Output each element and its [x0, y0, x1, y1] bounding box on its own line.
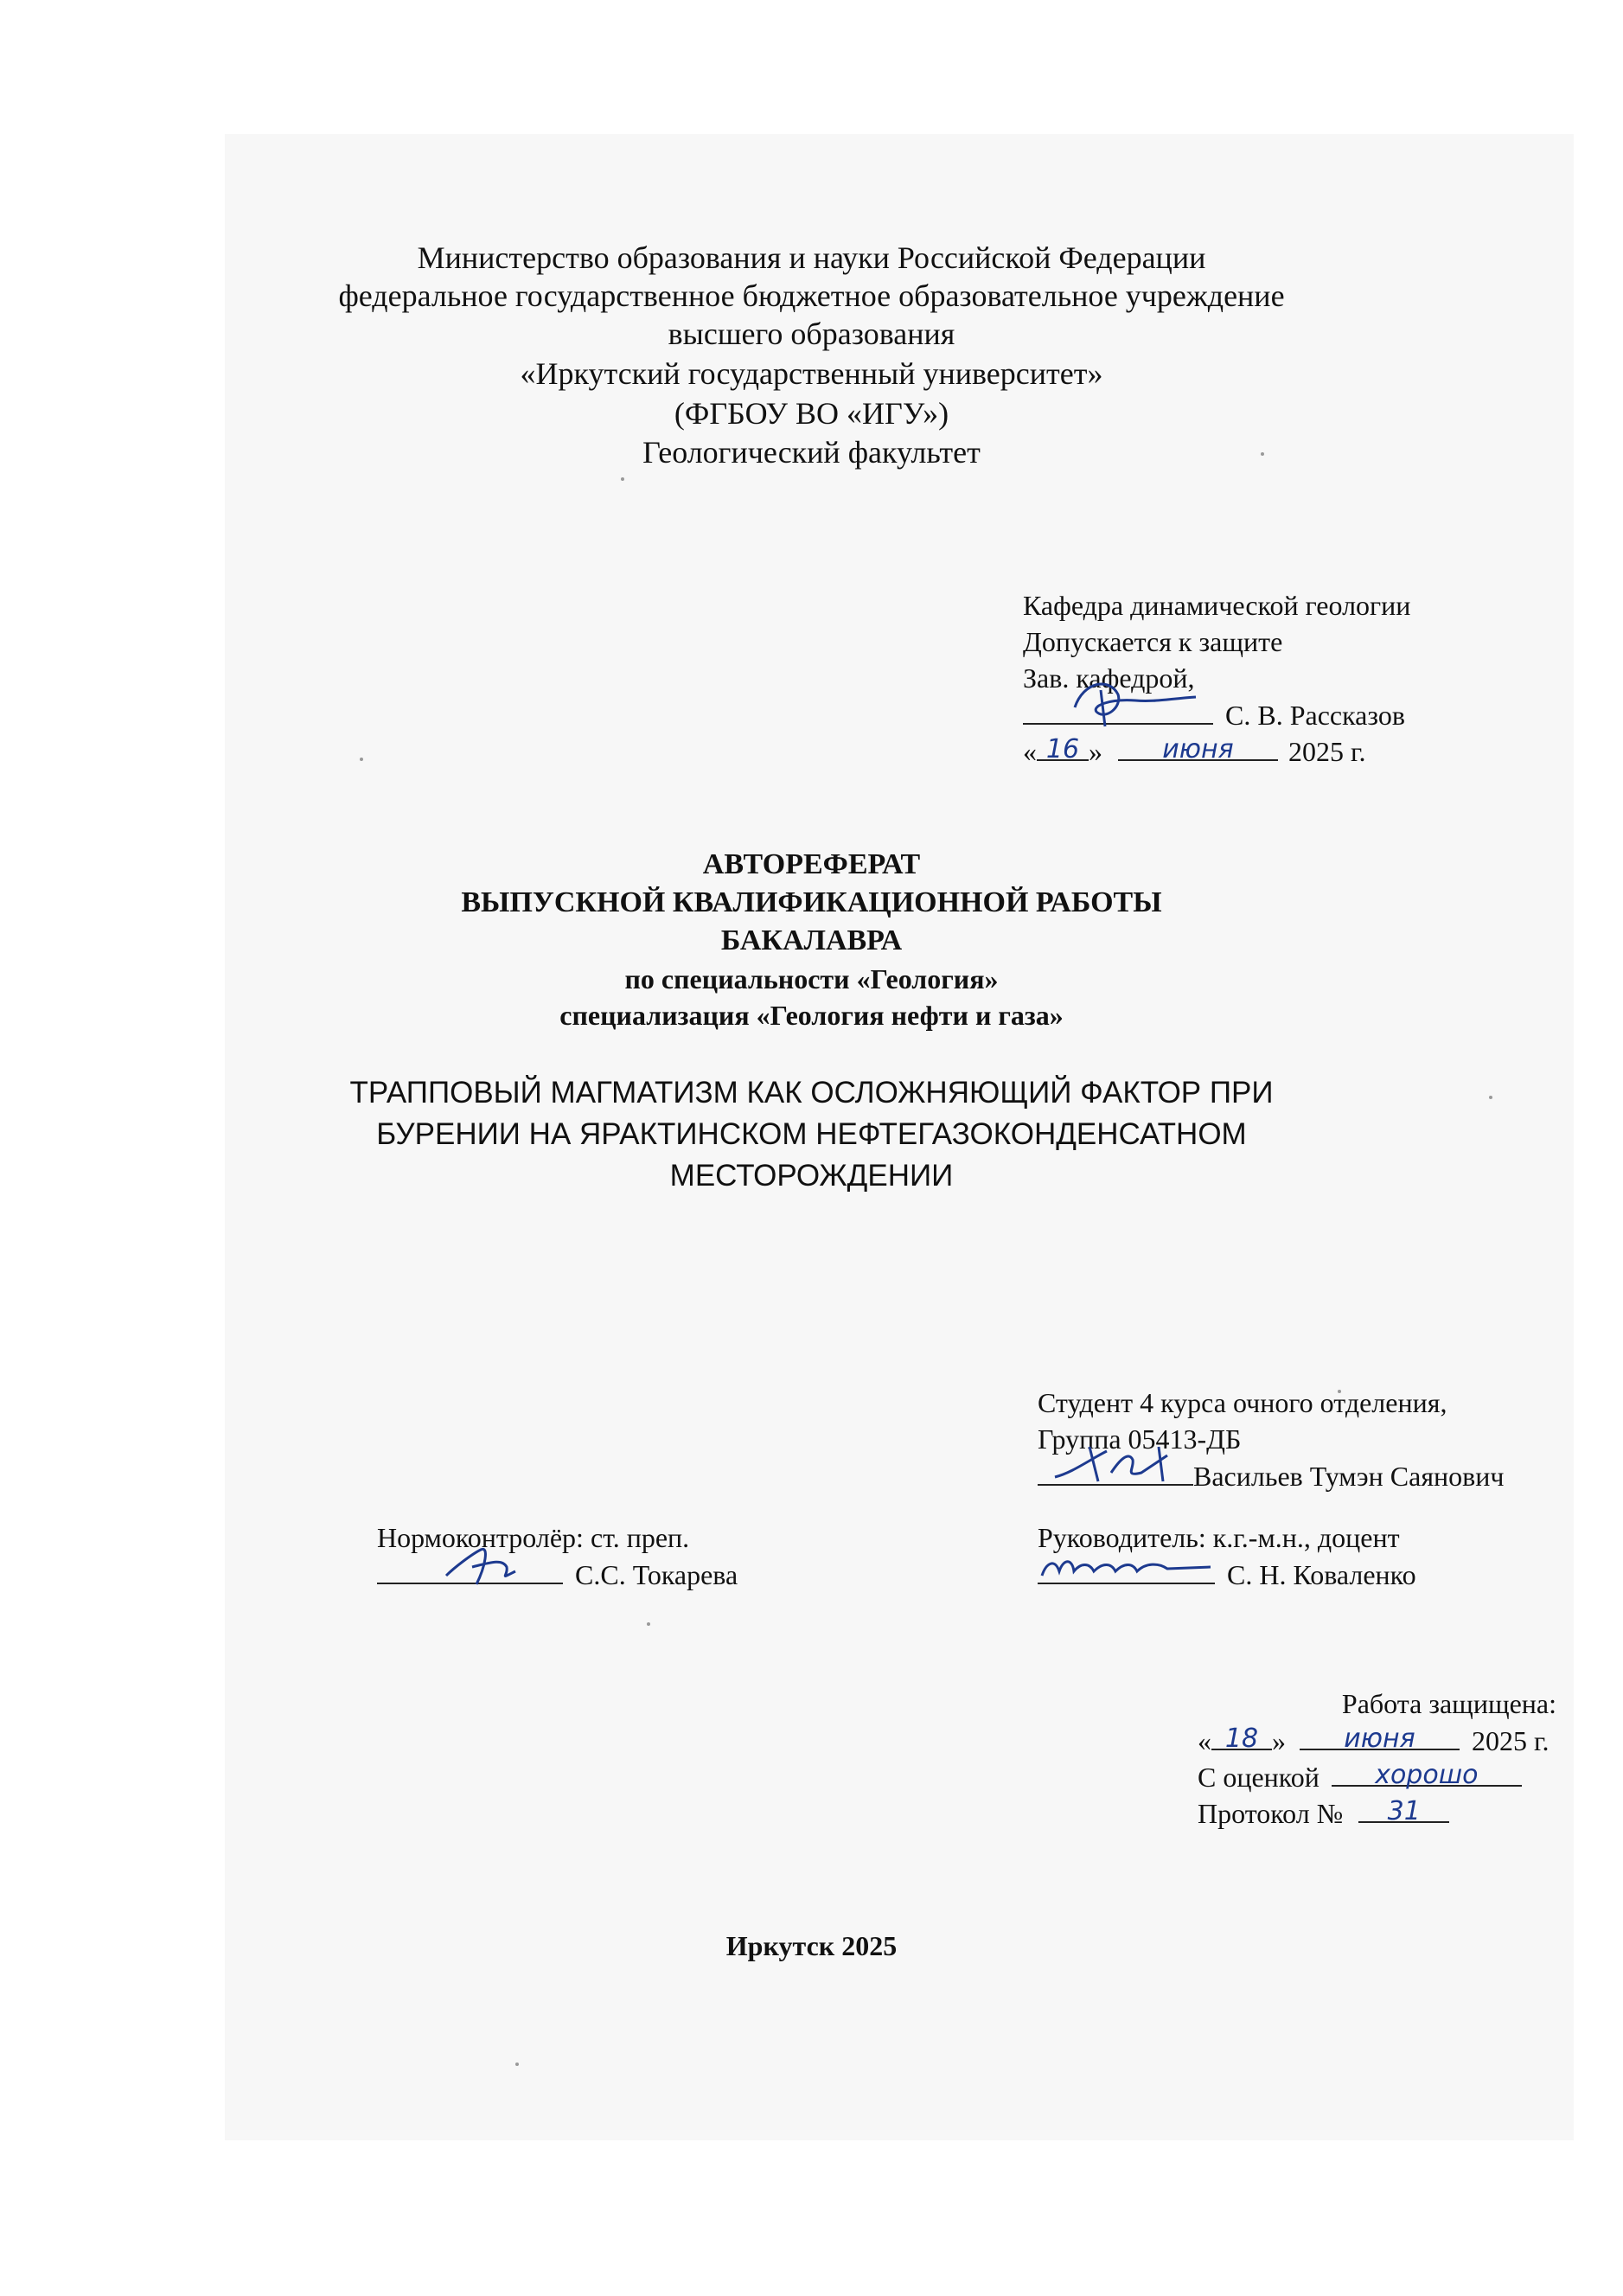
grade-line [1198, 1759, 1522, 1794]
degree-level: БАКАЛАВРА [720, 924, 903, 956]
topic-line-3: МЕСТОРОЖДЕНИИ [669, 1159, 954, 1193]
doc-type-subtitle: ВЫПУСКНОЙ КВАЛИФИКАЦИОННОЙ РАБОТЫ [461, 886, 1162, 918]
topic-line-1: ТРАППОВЫЙ МАГМАТИЗМ КАК ОСЛОЖНЯЮЩИЙ ФАКТОР ПРИ [349, 1076, 1274, 1110]
specialization: специализация «Геология нефти и газа» [559, 1000, 1064, 1031]
admission-note: Допускается к защите [1023, 626, 1283, 657]
scan-speck [647, 1622, 650, 1626]
date-month: июня [1344, 1724, 1415, 1754]
specialty: по специальности «Геология» [624, 963, 999, 995]
head-name: С. В. Рассказов [1225, 700, 1405, 731]
handwritten-signature [377, 1532, 563, 1597]
faculty-name: Геологический факультет [642, 435, 981, 470]
handwritten-signature [1038, 1434, 1193, 1494]
date-month-blank [1300, 1723, 1460, 1754]
date-day: 16 [1045, 734, 1080, 764]
head-label: Зав. кафедрой, [1023, 662, 1195, 694]
protocol-number: 31 [1387, 1796, 1421, 1826]
handwritten-signature [1023, 673, 1213, 733]
normcontrol-label: Нормоконтролёр: ст. преп. [377, 1522, 690, 1553]
supervisor-signature-line [1038, 1557, 1416, 1592]
date-day: 18 [1224, 1724, 1259, 1754]
date-quote-close: » [1089, 736, 1102, 767]
handwritten-signature [1038, 1532, 1215, 1593]
doc-type-title: АВТОРЕФЕРАТ [702, 848, 921, 880]
scan-speck [621, 477, 624, 481]
date-month-blank [1118, 733, 1278, 764]
institution-level-line: высшего образования [668, 317, 955, 351]
date-year: 2025 г. [1288, 736, 1366, 767]
normcontrol-name: С.С. Токарева [575, 1559, 738, 1590]
topic-line-2: БУРЕНИИ НА ЯРАКТИНСКОМ НЕФТЕГАЗОКОНДЕНСАТНОМ [376, 1117, 1247, 1151]
scan-speck [360, 758, 363, 761]
protocol-blank [1358, 1795, 1449, 1826]
city-year: Иркутск 2025 [725, 1930, 898, 1961]
ministry-line: Министерство образования и науки Российской Федерации [417, 240, 1206, 275]
student-group: Группа 05413-ДБ [1038, 1423, 1242, 1455]
normcontrol-signature-line [377, 1557, 738, 1592]
student-signature-line [1038, 1458, 1505, 1493]
signature-blank [1023, 697, 1213, 725]
defense-status: Работа защищена: [1341, 1688, 1556, 1719]
defense-date [1198, 1723, 1550, 1758]
date-day-blank [1037, 733, 1089, 764]
university-name: «Иркутский государственный университет» [520, 356, 1103, 391]
head-signature-line [1023, 697, 1405, 732]
supervisor-name: С. Н. Коваленко [1227, 1559, 1416, 1590]
signature-blank [377, 1557, 563, 1584]
university-abbr: (ФГБОУ ВО «ИГУ») [674, 396, 949, 431]
grade-value: хорошо [1375, 1760, 1479, 1790]
student-name: Васильев Тумэн Саянович [1193, 1461, 1505, 1492]
signature-blank [1038, 1458, 1193, 1486]
approval-date [1023, 733, 1366, 769]
protocol-label: Протокол № [1198, 1798, 1344, 1829]
date-quote-open: « [1023, 736, 1037, 767]
department-name: Кафедра динамической геологии [1023, 590, 1411, 621]
date-month: июня [1162, 734, 1234, 764]
grade-label: С оценкой [1198, 1762, 1319, 1793]
date-year: 2025 г. [1472, 1725, 1550, 1756]
student-course: Студент 4 курса очного отделения, [1038, 1387, 1447, 1418]
grade-blank [1332, 1759, 1522, 1790]
date-quote-close: » [1272, 1725, 1286, 1756]
date-day-blank [1211, 1723, 1272, 1754]
date-quote-open: « [1198, 1725, 1211, 1756]
supervisor-label: Руководитель: к.г.-м.н., доцент [1038, 1522, 1400, 1553]
scan-speck [515, 2063, 519, 2066]
institution-line: федеральное государственное бюджетное образовательное учреждение [338, 278, 1285, 313]
signature-blank [1038, 1557, 1215, 1584]
protocol-line [1198, 1795, 1449, 1831]
